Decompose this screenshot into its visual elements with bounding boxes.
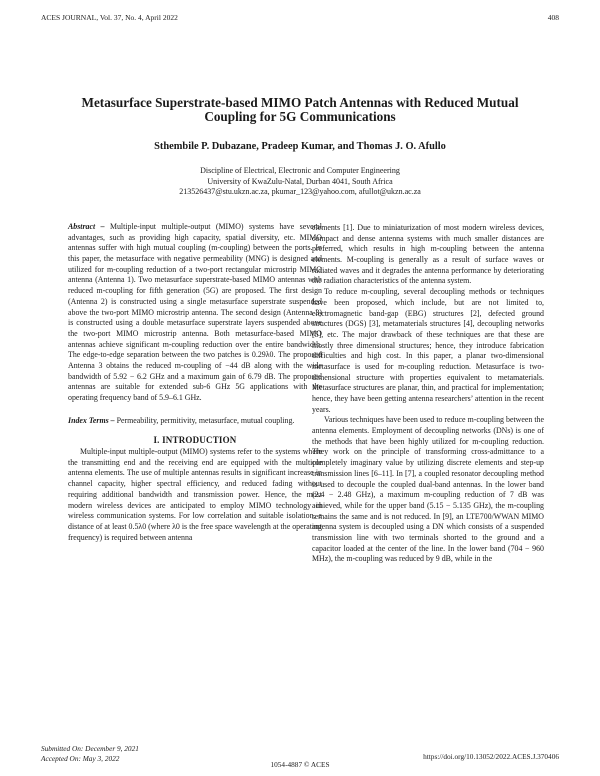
running-header (41, 13, 559, 25)
affiliation-block (41, 166, 559, 198)
title-line: Metasurface Superstrate-based MIMO Patch Antennas with Reduced Mutual (81, 95, 519, 110)
author-list: Sthembile P. Dubazane, Pradeep Kumar, and Thomas J. O. Afullo (154, 141, 446, 152)
body-paragraph: Various techniques have been used to reduce m-coupling between the antenna elements. Employment of decoupling networks (DNs) is one of the methods that have been highly utilized for m-coupling reduction. They work on the principle of transforming cross-admittance to a completely imaginary value by utilizing discrete elements and step-up transmission lines [6–11]. In [7], a coupled resonator decoupling method is used to decouple the coupled dual-band antennas. In the lower band (2.4 − 2.48 GHz), a maximum m-coupling reduction of 7 dB was achieved, while for the upper band (5.15 − 5.135 GHz), the m-coupling remains the same and is not reduced. In [9], an LTE700/WWAN MIMO antenna system is decoupled using a DN which consists of a suspended transmission line with two terminals shorted to the ground and a capacitor loaded at the center of the line. In the lower band (704 − 960 MHz), the m-coupling was reduced by 9 dB, while in the (312, 415, 544, 564)
doi-link[interactable]: https://doi.org/10.13052/2022.ACES.J.370406 (423, 752, 559, 761)
section-heading-introduction: I. INTRODUCTION (153, 435, 237, 446)
right-column (312, 223, 544, 565)
title-line: Coupling for 5G Communications (204, 109, 396, 124)
intro-paragraph: Multiple-input multiple-output (MIMO) systems refer to the systems where the transmitting end and the receiving end are equipped with the multiple antenna elements. The use of multiple antennas results in significant increase in channel capacity, higher spectral efficiency, and reduced fading without requiring additional bandwidth and transmission power. Hence, the most modern wireless devices are anticipated to employ MIMO technology in wireless communication systems. For low correlation and suitable isolation, a distance of at least 0.5λ0 (where λ0 is the free space wavelength at the operating frequency) is required between antenna (68, 447, 322, 542)
paper-title (41, 96, 559, 124)
index-terms-label: Index Terms – (68, 415, 115, 425)
affiliation-emails: 213526437@stu.ukzn.ac.za, pkumar_123@yahoo.com, afullot@ukzn.ac.za (179, 187, 421, 197)
abstract (68, 222, 322, 404)
left-column (68, 222, 322, 543)
abstract-label: Abstract – (68, 222, 105, 231)
body-paragraph: To reduce m-coupling, several decoupling methods or techniques have been proposed, which include, but are not limited to, electromagnetic band-gap (EBG) structures [2], defected ground structures (DGS) [3], metamaterials structures [4], decoupling networks [5], etc. The major drawback of these techniques are that these are mostly three dimensional structures; hence, they introduce fabrication difficulties and high cost. In this paper, a planar two-dimensional metasurface is used for m-coupling reduction. Metasurface is two-dimensional structure with properties equivalent to metamaterials. Metasurface structures are planar, thin, and practical for implementation; hence, they have been getting antenna researchers’ attention in the recent years. (312, 287, 544, 414)
affiliation-university: University of KwaZulu-Natal, Durban 4041, South Africa (207, 176, 393, 186)
affiliation-department: Discipline of Electrical, Electronic and Computer Engineering (200, 166, 400, 175)
body-paragraph: elements [1]. Due to miniaturization of most modern wireless devices, compact and dense antenna systems with much smaller distances are preferred, which results in high m-coupling between the antenna elements. M-coupling is generally as a result of surface waves or radiated waves and it degrades the antenna performance by deteriorating the radiation characteristics of the antenna system. (312, 223, 544, 286)
abstract-text: Multiple-input multiple-output (MIMO) systems have several advantages, such as providing high capacity, spatial diversity, etc. MIMO antennas suffer with high mutual coupling (m-coupling) between the ports. In this paper, the metasurface with negative permeability (MNG) is designed and utilized for m-coupling reduction of a two-port rectangular microstrip MIMO antenna (Antenna 1). Two metasurface superstrate-based MIMO antennas with reduced m-coupling for fifth generation (5G) are proposed. The first design (Antenna 2) is constructed using a single metasurface superstrate suspended above the two-port MIMO microstrip antenna. The second design (Antenna 3) is constructed using a double metasurface superstrate layers suspended above the two-port MIMO microstrip antenna. Both metasurface-based MIMO antennas achieve significant m-coupling reduction over the entire bandwidth. The edge-to-edge separation between the two patches is 0.29λ0. The proposed Antenna 3 obtains the reduced m-coupling of −44 dB along with the wide bandwidth of 5.92 − 6.2 GHz and a maximum gain of 6.79 dB. The proposed antennas are suitable for extended sub-6 GHz 5G applications with the operating frequency band of 5.9–6.1 GHz. (68, 222, 322, 402)
accepted-date: Accepted On: May 3, 2022 (41, 754, 120, 763)
journal-citation: ACES JOURNAL, Vol. 37, No. 4, April 2022 (41, 13, 178, 22)
index-terms-text: Permeability, permitivity, metasurface, mutual coupling. (116, 415, 295, 425)
page-number: 408 (547, 13, 559, 22)
submitted-date: Submitted On: December 9, 2021 (41, 744, 139, 753)
issn-copyright: 1054-4887 © ACES (270, 760, 330, 769)
index-terms (68, 416, 322, 427)
